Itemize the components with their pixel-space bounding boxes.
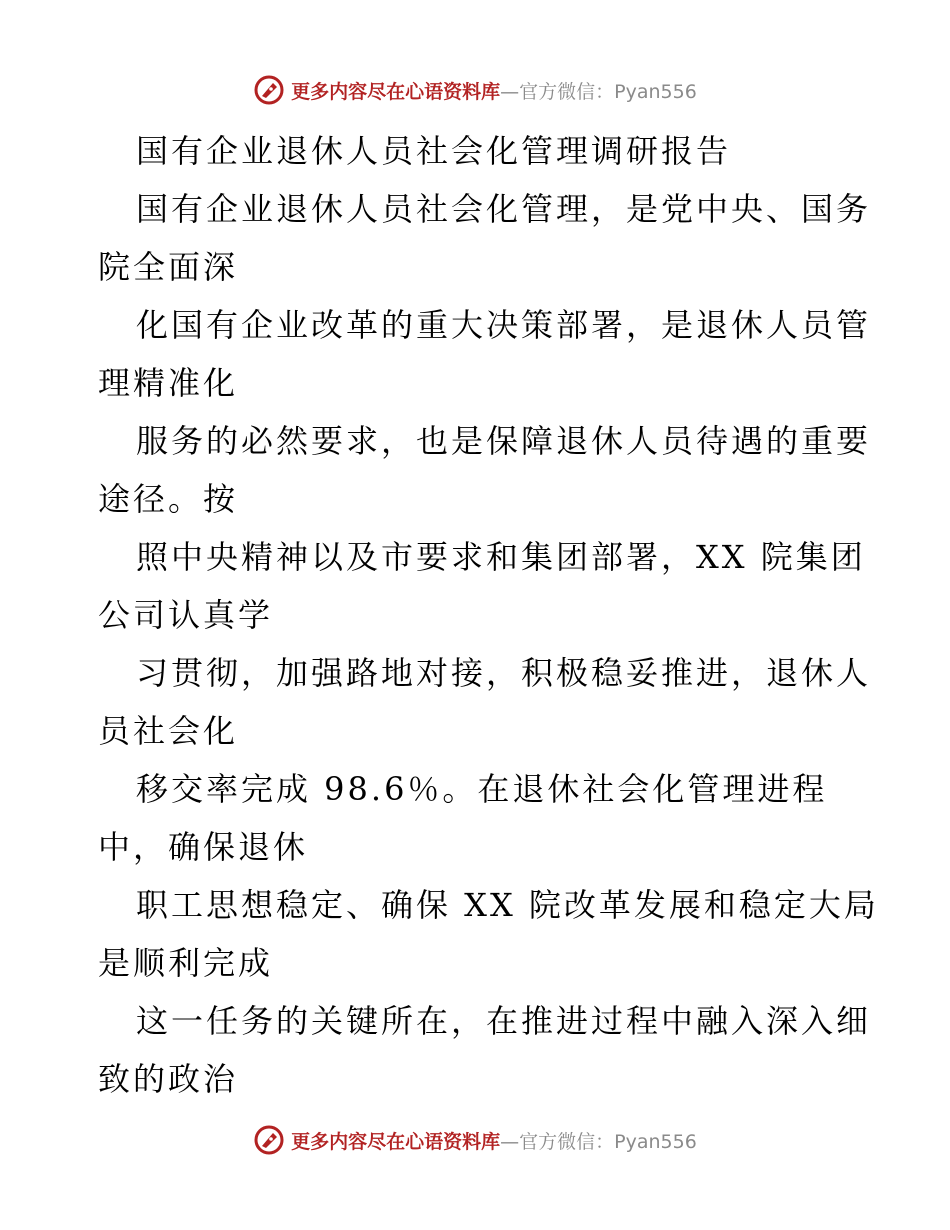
- doc-line: 照中央精神以及市要求和集团部署，XX 院集团: [136, 538, 866, 576]
- doc-line: 国有企业退休人员社会化管理，是党中央、国务: [136, 190, 872, 228]
- banner-prefix: 更多内容尽在心语资料库: [291, 1130, 501, 1153]
- doc-line: 服务的必然要求，也是保障退休人员待遇的重要: [136, 422, 872, 460]
- banner-prefix: 更多内容尽在心语资料库: [291, 80, 501, 103]
- footer-banner: [0, 1120, 950, 1160]
- doc-line: 化国有企业改革的重大决策部署，是退休人员管: [136, 306, 872, 344]
- header-banner: [0, 70, 950, 110]
- doc-line: 致的政治: [98, 1060, 239, 1098]
- doc-line: 员社会化: [98, 712, 239, 750]
- doc-line: 公司认真学: [98, 596, 274, 634]
- banner-suffix: —官方微信：Pyan556: [500, 1130, 697, 1153]
- doc-line: 职工思想稳定、确保 XX 院改革发展和稳定大局: [136, 886, 879, 924]
- doc-line: 移交率完成 98.6％。在退休社会化管理进程: [136, 770, 828, 808]
- banner-text: [291, 1127, 697, 1154]
- pen-nib-circle-icon: [253, 74, 285, 106]
- doc-line: 这一任务的关键所在，在推进过程中融入深入细: [136, 1002, 872, 1040]
- doc-line: 理精准化: [98, 364, 239, 402]
- doc-line: 习贯彻，加强路地对接，积极稳妥推进，退休人: [136, 654, 872, 692]
- doc-line: 中，确保退休: [98, 828, 309, 866]
- banner-suffix: —官方微信：Pyan556: [500, 80, 697, 103]
- doc-line: 国有企业退休人员社会化管理调研报告: [136, 132, 732, 170]
- doc-line: 是顺利完成: [98, 944, 274, 982]
- pen-nib-circle-icon: [253, 1124, 285, 1156]
- document-body: [98, 122, 879, 1108]
- banner-text: [291, 77, 697, 104]
- doc-line: 途径。按: [98, 480, 239, 518]
- doc-line: 院全面深: [98, 248, 239, 286]
